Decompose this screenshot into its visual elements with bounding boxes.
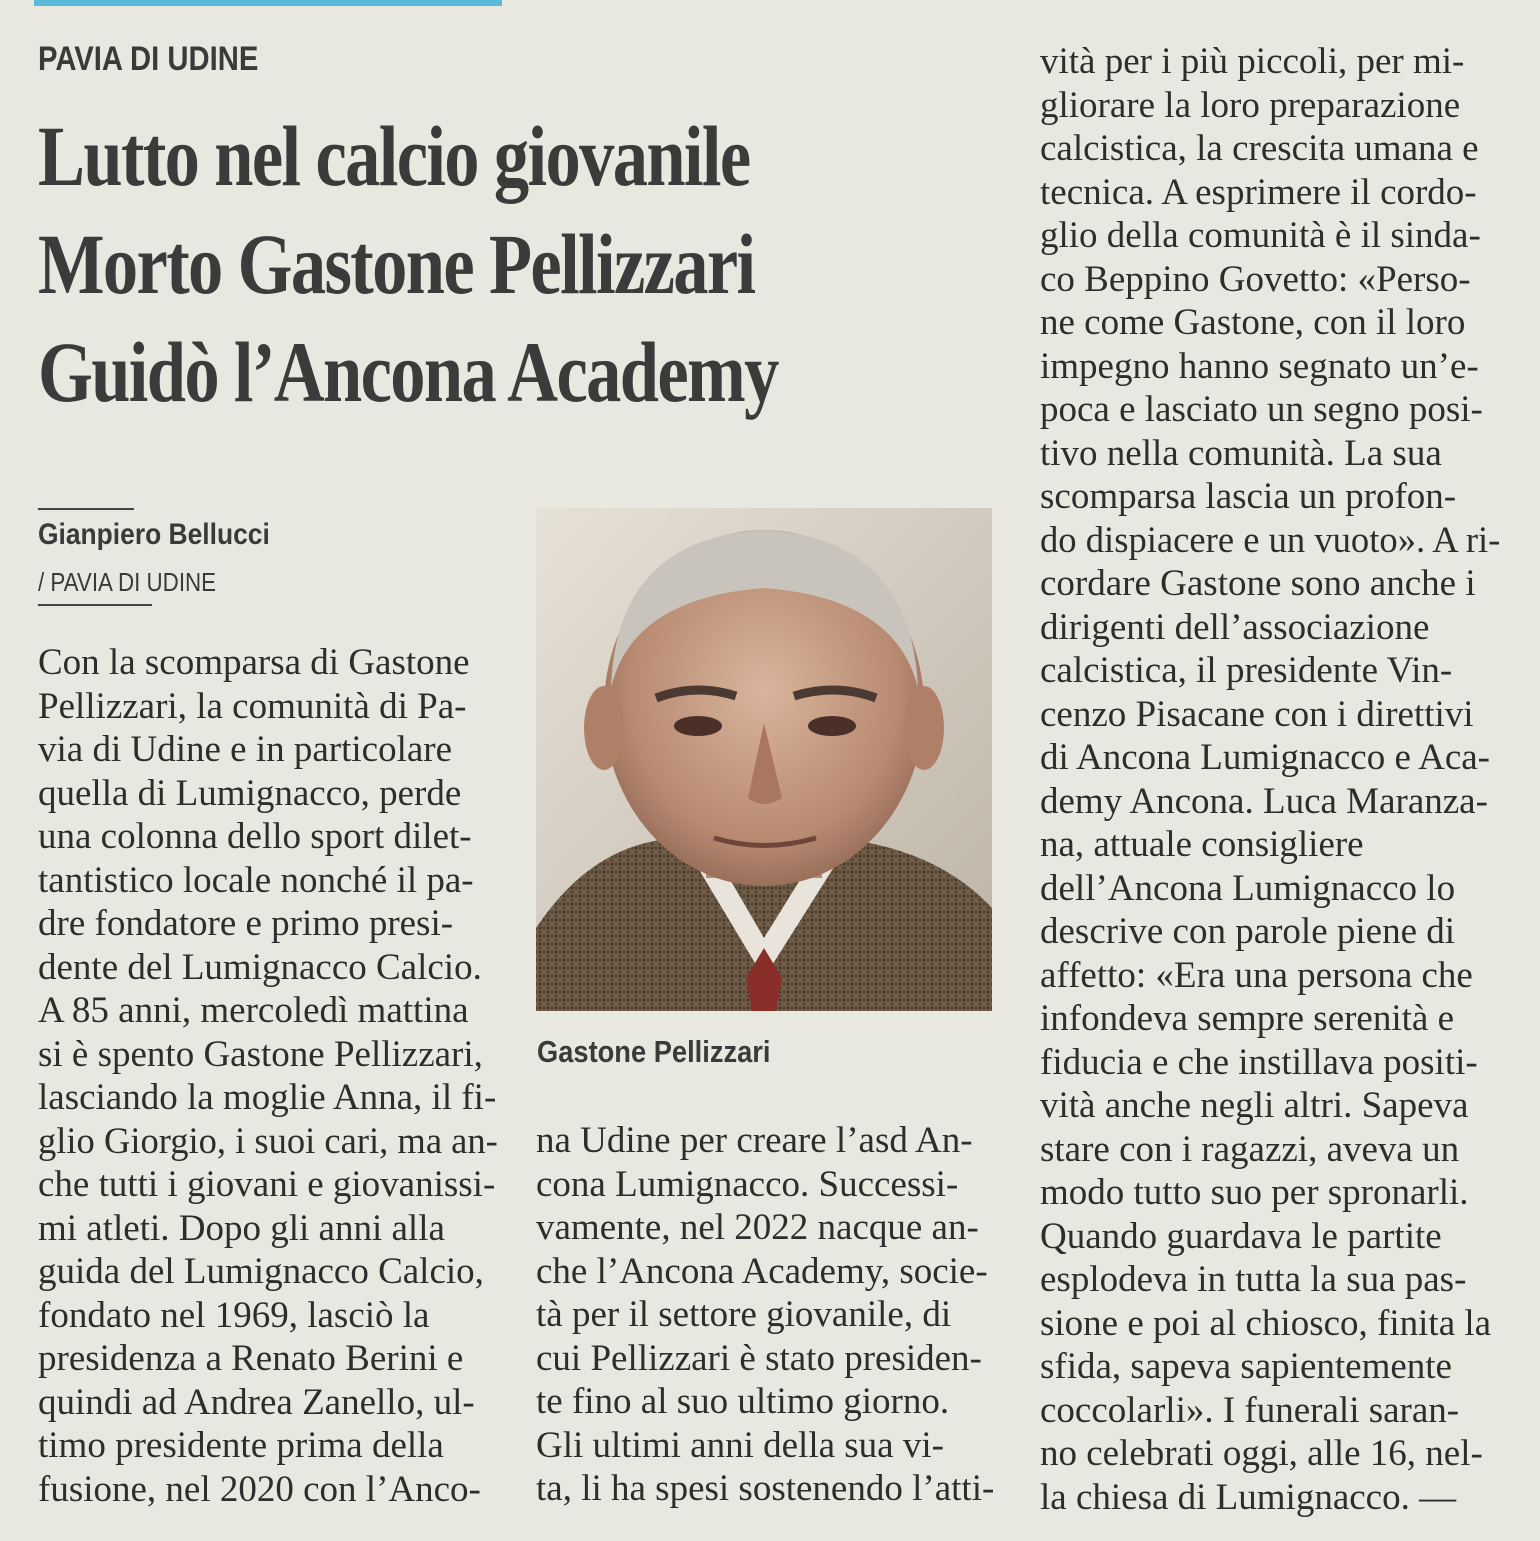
- text-line: tantistico locale nonché il pa-: [38, 859, 474, 901]
- text-line: dell’Ancona Lumignacco lo: [1040, 867, 1456, 909]
- headline-line: Guidò l’Ancona Academy: [38, 324, 778, 420]
- text-line: na, attuale consigliere: [1040, 824, 1364, 865]
- text-line: A 85 anni, mercoledì mattina: [38, 990, 469, 1031]
- text-line: ta, li ha spesi sostenendo l’atti-: [536, 1468, 995, 1509]
- text-line: Pellizzari, la comunità di Pa-: [38, 685, 467, 727]
- text-line: sfida, sapeva sapientemente: [1040, 1346, 1452, 1387]
- text-line: calcistica, la crescita umana e: [1040, 128, 1479, 169]
- text-line: stare con i ragazzi, aveva un: [1040, 1128, 1460, 1170]
- text-line: che tutti i giovani e giovanissi-: [38, 1164, 496, 1205]
- text-line: mi atleti. Dopo gli anni alla: [38, 1207, 445, 1249]
- text-line: modo tutto suo per spronarli.: [1040, 1172, 1469, 1213]
- dateline: / PAVIA DI UDINE: [38, 567, 217, 597]
- article-column-2: [536, 1119, 996, 1511]
- text-line: poca e lasciato un segno posi-: [1040, 389, 1483, 430]
- text-line: vamente, nel 2022 nacque an-: [536, 1207, 979, 1248]
- text-line: via di Udine e in particolare: [38, 729, 453, 770]
- text-line: infondeva sempre serenità e: [1040, 998, 1455, 1039]
- headline-line: Morto Gastone Pellizzari: [38, 216, 755, 312]
- text-line: scomparsa lascia un profon-: [1040, 476, 1457, 517]
- text-line: coccolarli». I funerali saran-: [1040, 1389, 1460, 1431]
- text-line: calcistica, il presidente Vin-: [1040, 650, 1453, 691]
- text-line: no celebrati oggi, alle 16, nel-: [1040, 1433, 1483, 1474]
- text-line: vità per i più piccoli, per mi-: [1040, 41, 1465, 82]
- headline-line: Lutto nel calcio giovanile: [38, 108, 750, 204]
- text-line: affetto: «Era una persona che: [1040, 954, 1473, 996]
- text-line: cordare Gastone sono anche i: [1040, 563, 1476, 604]
- text-line: Gli ultimi anni della sua vi-: [536, 1424, 944, 1466]
- text-line: ne come Gastone, con il loro: [1040, 302, 1466, 343]
- dateline-rule: [38, 604, 152, 606]
- text-line: guida del Lumignacco Calcio,: [38, 1251, 484, 1292]
- portrait-photo: [536, 508, 992, 1011]
- byline-rule: [38, 508, 134, 510]
- text-line: descrive con parole piene di: [1040, 911, 1456, 952]
- text-line: do dispiacere e un vuoto». A ri-: [1040, 519, 1501, 561]
- text-line: di Ancona Lumignacco e Aca-: [1040, 737, 1490, 778]
- article-column-3: [1040, 40, 1500, 1519]
- text-line: tecnica. A esprimere il cordo-: [1040, 171, 1477, 213]
- text-line: glio Giorgio, i suoi cari, ma an-: [38, 1120, 498, 1162]
- section-kicker: PAVIA DI UDINE: [38, 40, 259, 78]
- text-line: una colonna dello sport dilet-: [38, 816, 472, 857]
- section-color-bar: [34, 0, 502, 6]
- text-line: presidenza a Renato Berini e: [38, 1338, 464, 1379]
- text-line: si è spento Gastone Pellizzari,: [38, 1033, 483, 1075]
- text-line: glio della comunità è il sinda-: [1040, 215, 1481, 256]
- portrait-illustration: [536, 508, 992, 1011]
- headline: [38, 102, 973, 426]
- text-line: cui Pellizzari è stato presiden-: [536, 1337, 982, 1379]
- text-line: demy Ancona. Luca Maranza-: [1040, 780, 1488, 822]
- text-line: esplodeva in tutta la sua pas-: [1040, 1259, 1467, 1300]
- text-line: fiducia e che instillava positi-: [1040, 1041, 1478, 1083]
- text-line: na Udine per creare l’asd An-: [536, 1120, 973, 1161]
- text-line: fusione, nel 2020 con l’Anco-: [38, 1468, 481, 1510]
- text-line: quindi ad Andrea Zanello, ul-: [38, 1381, 475, 1423]
- text-line: Quando guardava le partite: [1040, 1215, 1442, 1257]
- text-line: gliorare la loro preparazione: [1040, 84, 1461, 126]
- text-line: lasciando la moglie Anna, il fi-: [38, 1077, 497, 1118]
- article-column-1: [38, 641, 498, 1511]
- text-line: quella di Lumignacco, perde: [38, 772, 462, 814]
- text-line: la chiesa di Lumignacco. —: [1040, 1476, 1457, 1518]
- text-line: dirigenti dell’associazione: [1040, 606, 1430, 648]
- author-byline: Gianpiero Bellucci: [38, 518, 270, 551]
- text-line: tivo nella comunità. La sua: [1040, 432, 1442, 474]
- text-line: cona Lumignacco. Successi-: [536, 1163, 959, 1205]
- text-line: dente del Lumignacco Calcio.: [38, 946, 482, 988]
- photo-caption: Gastone Pellizzari: [537, 1034, 771, 1069]
- text-line: timo presidente prima della: [38, 1425, 444, 1466]
- text-line: cenzo Pisacane con i direttivi: [1040, 693, 1474, 735]
- text-line: Con la scomparsa di Gastone: [38, 642, 470, 683]
- text-line: tà per il settore giovanile, di: [536, 1294, 952, 1335]
- text-line: vità anche negli altri. Sapeva: [1040, 1085, 1469, 1126]
- text-line: co Beppino Govetto: «Perso-: [1040, 258, 1471, 300]
- text-line: che l’Ancona Academy, socie-: [536, 1250, 988, 1292]
- text-line: impegno hanno segnato un’e-: [1040, 345, 1479, 387]
- text-line: fondato nel 1969, lasciò la: [38, 1294, 430, 1336]
- text-line: dre fondatore e primo presi-: [38, 903, 454, 944]
- text-line: sione e poi al chiosco, finita la: [1040, 1302, 1492, 1344]
- text-line: te fino al suo ultimo giorno.: [536, 1381, 950, 1422]
